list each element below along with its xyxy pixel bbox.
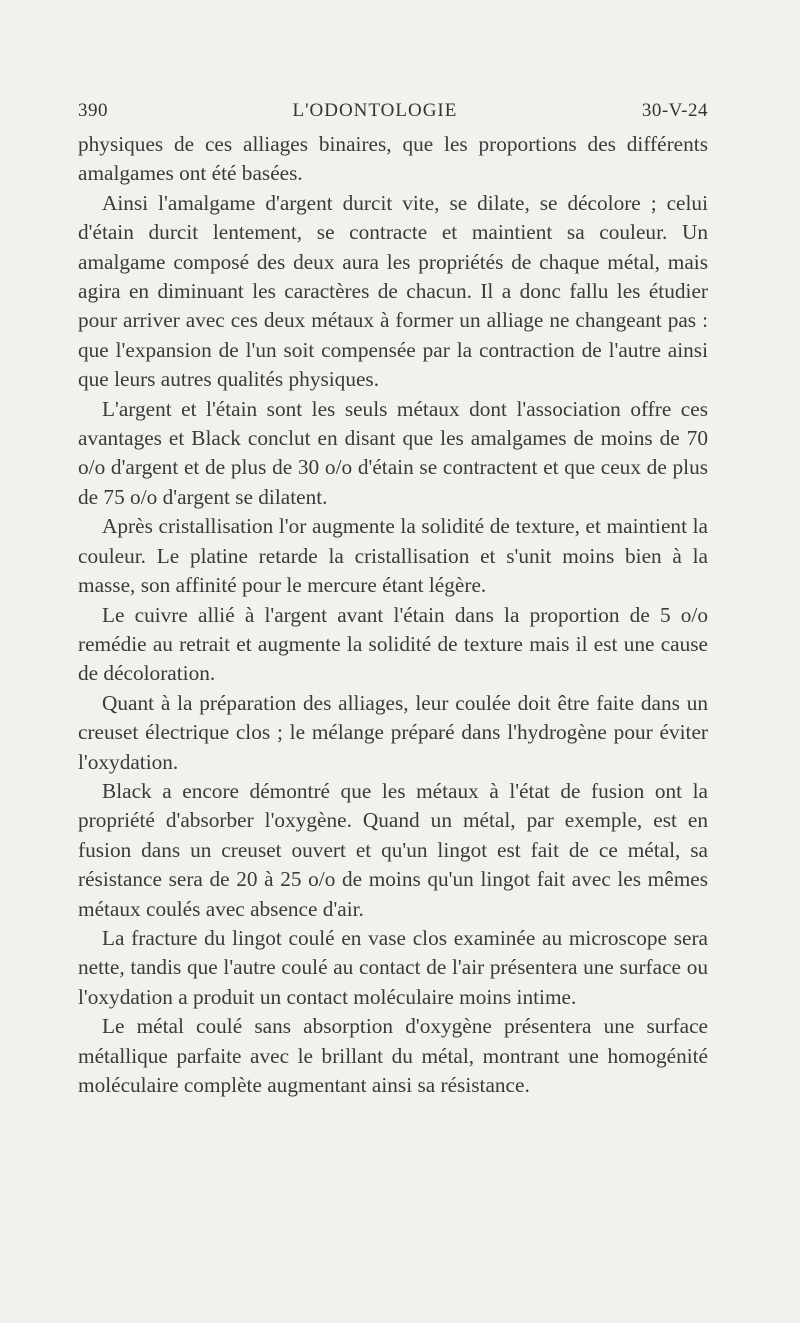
paragraph: Après cristallisation l'or augmente la solidité de texture, et maintient la couleur. Le platine retarde la cristallisation et s'unit moins bien à la masse, son affinité pour le mercure étant légère. bbox=[78, 514, 708, 598]
page-header bbox=[78, 100, 708, 130]
paragraph: Ainsi l'amalgame d'argent durcit vite, se dilate, se décolore ; celui d'étain durcit lentement, se contracte et maintient sa couleur. Un amalgame composé des deux aura les propriétés de chaque métal, mais agira en diminuant les caractères de chacun. Il a donc fallu les étudier pour arriver avec ces deux métaux à former un alliage ne changeant pas : que l'expansion de l'un soit compensée par la contraction de l'autre ainsi que leurs autres qualités physiques. bbox=[78, 190, 708, 392]
paragraph: La fracture du lingot coulé en vase clos examinée au microscope sera nette, tandis que l'autre coulé au contact de l'air présentera une surface ou l'oxydation a produit un contact moléculaire moins intime. bbox=[78, 925, 708, 1009]
paragraph: Quant à la préparation des alliages, leur coulée doit être faite dans un creuset électrique clos ; le mélange préparé dans l'hydrogène pour éviter l'oxydation. bbox=[78, 690, 708, 774]
issue-date: 30-V-24 bbox=[641, 100, 708, 121]
paragraph: Le métal coulé sans absorption d'oxygène présentera une surface métallique parfaite avec le brillant du métal, montrant une homogénité moléculaire complète augmentant ainsi sa résistance. bbox=[78, 1014, 708, 1097]
page-number: 390 bbox=[78, 100, 108, 121]
journal-title: L'ODONTOLOGIE bbox=[292, 100, 458, 121]
body-text bbox=[78, 130, 708, 1100]
document-page bbox=[78, 100, 708, 1100]
paragraph: L'argent et l'étain sont les seuls métaux dont l'association offre ces avantages et Black conclut en disant que les amalgames de moins de 70 o/o d'argent et de plus de 30 o/o d'étain se contractent et que ceux de plus de 75 o/o d'argent se dilatent. bbox=[78, 396, 708, 509]
paragraph: physiques de ces alliages binaires, que les proportions des différents amalgames ont été basées. bbox=[78, 132, 708, 186]
paragraph: Le cuivre allié à l'argent avant l'étain dans la proportion de 5 o/o remédie au retrait et augmente la solidité de texture mais il est une cause de décoloration. bbox=[78, 602, 708, 686]
paragraph: Black a encore démontré que les métaux à l'état de fusion ont la propriété d'absorber l'oxygène. Quand un métal, par exemple, est en fusion dans un creuset ouvert et qu'un lingot est fait de ce métal, sa résistance sera de 20 à 25 o/o de moins qu'un lingot fait avec les mêmes métaux coulés avec absence d'air. bbox=[78, 778, 708, 921]
